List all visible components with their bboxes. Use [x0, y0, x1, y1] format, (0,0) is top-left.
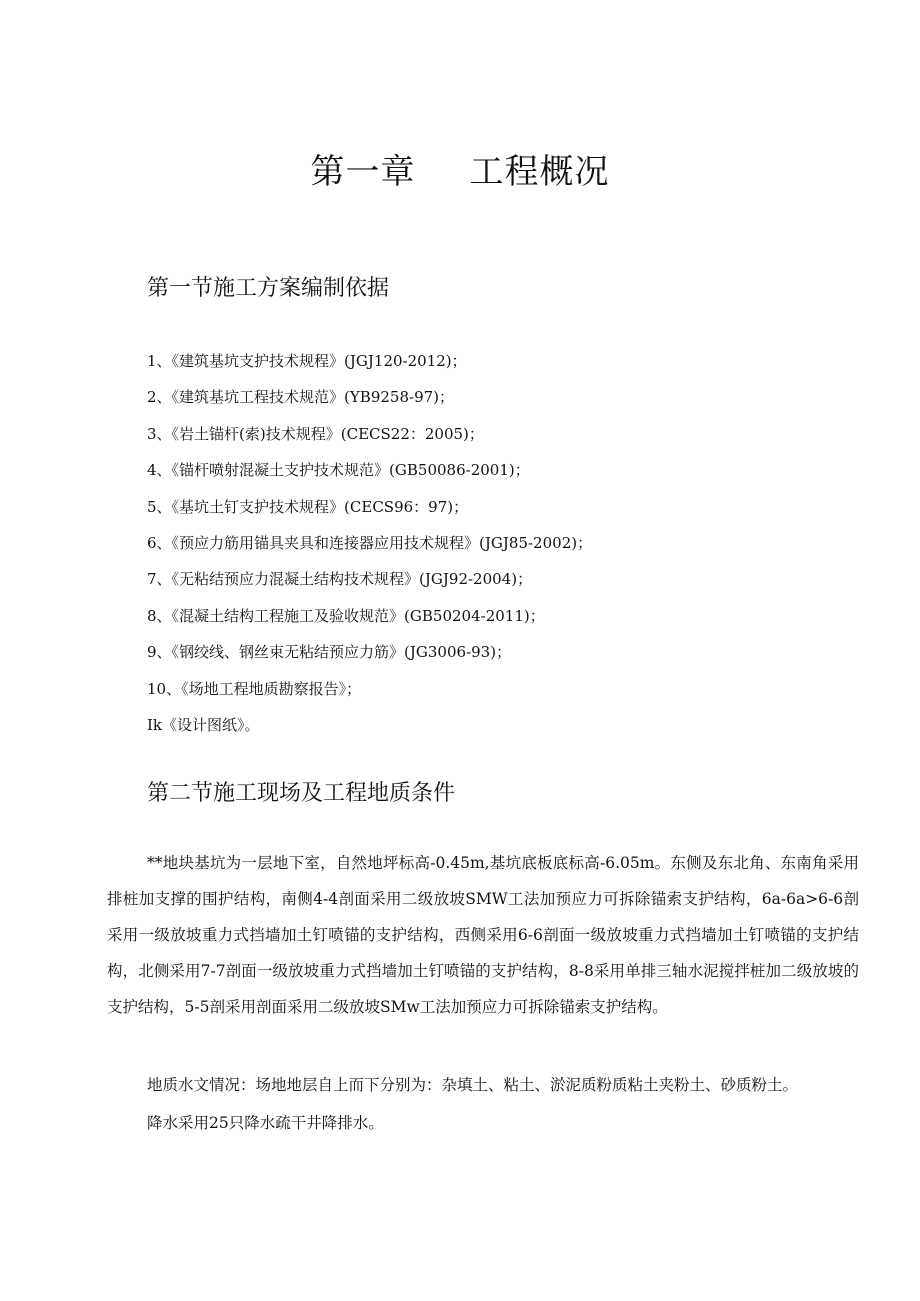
reference-item: 10、《场地工程地质勘察报告》； — [147, 679, 362, 698]
chapter-number: 第一章 — [310, 152, 416, 192]
reference-item: 5、《基坑土钉支护技术规程》(CECS96：97)； — [147, 497, 469, 516]
reference-list — [147, 343, 592, 743]
chapter-title — [0, 148, 920, 196]
reference-item: 7、《无粘结预应力混凝土结构技术规程》(JGJ92-2004)； — [147, 570, 533, 589]
section-heading-basis: 第一节施工方案编制依据 — [147, 276, 390, 301]
site-description-paragraph: **地块基坑为一层地下室，自然地坪标高-0.45m,基坑底板底标高-6.05m。东侧及东北角、东南角采用排桩加支撑的围护结构，南侧4-4剖面采用二级放坡SMW工法加预应力可拆除锚索支护结构，6a-6a>6-6剖采用一级放坡重力式挡墙加土钉喷锚的支护结构，西侧采用6-6剖面一级放坡重力式挡墙加土钉喷锚的支护结构，北侧采用7-7剖面一级放坡重力式挡墙加土钉喷锚的支护结构，8-8采用单排三轴水泥搅拌桩加二级放坡的支护结构，5-5剖采用剖面采用二级放坡SMw工法加预应力可拆除锚索支护结构。 — [107, 854, 859, 1016]
reference-item: 1、《建筑基坑支护技术规程》(JGJ120-2012)； — [147, 352, 467, 370]
reference-item: Ik《设计图纸》。 — [147, 715, 260, 734]
reference-item: 4、《锚杆喷射混凝土支护技术规范》(GB50086-2001)； — [147, 461, 530, 480]
reference-item: 9、《钢绞线、钢丝束无粘结预应力筋》(JG3006-93)； — [147, 643, 512, 662]
reference-item: 6、《预应力筋用锚具夹具和连接器应用技术规程》(JGJ85-2002)； — [147, 533, 593, 552]
reference-item: 8、《混凝土结构工程施工及验收规范》(GB50204-2011)； — [147, 606, 545, 625]
section-heading-site-conditions: 第二节施工现场及工程地质条件 — [147, 781, 456, 806]
chapter-name: 工程概况 — [469, 152, 610, 192]
geology-paragraph: 地质水文情况：场地地层自上而下分别为：杂填土、粘土、淤泥质粉质粘土夹粉土、砂质粉土。 — [147, 1076, 799, 1094]
reference-item: 2、《建筑基坑工程技术规范》(YB9258-97)； — [147, 388, 455, 407]
drainage-paragraph: 降水采用25只降水疏干井降排水。 — [147, 1114, 384, 1132]
reference-item: 3、《岩土锚杆(索)技术规程》(CECS22：2005)； — [147, 424, 484, 443]
